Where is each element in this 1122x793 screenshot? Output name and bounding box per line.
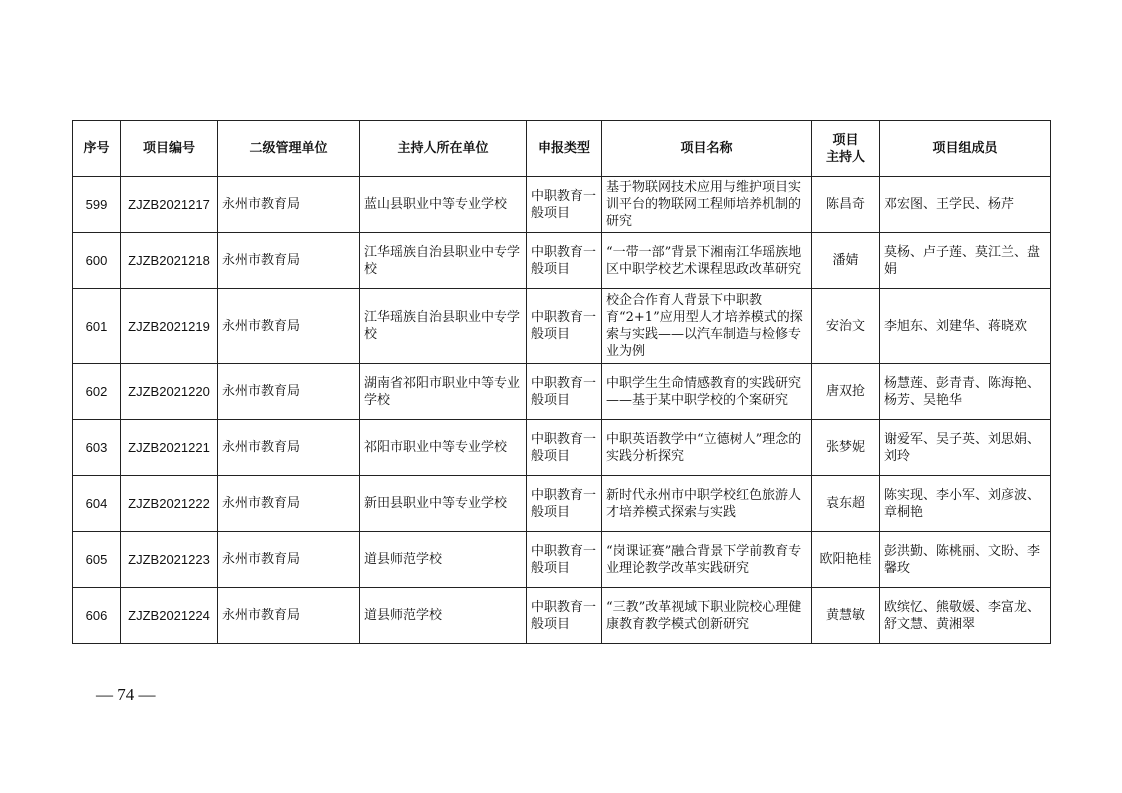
cell-name: “岗课证赛”融合背景下学前教育专业理论教学改革实践研究 — [602, 532, 812, 588]
cell-name: 中职学生生命情感教育的实践研究——基于某中职学校的个案研究 — [602, 364, 812, 420]
cell-leader: 张梦妮 — [812, 420, 880, 476]
table-row — [73, 420, 1051, 476]
table-row — [73, 233, 1051, 289]
header-type: 申报类型 — [527, 121, 602, 177]
cell-leader: 袁东超 — [812, 476, 880, 532]
page-number: — 74 — — [96, 685, 156, 704]
cell-code: ZJZB2021224 — [121, 588, 218, 644]
cell-members: 谢爱军、吴子英、刘思娟、刘玲 — [880, 420, 1051, 476]
cell-members: 杨慧莲、彭青青、陈海艳、杨芳、吴艳华 — [880, 364, 1051, 420]
cell-mgmt: 永州市教育局 — [218, 532, 360, 588]
cell-type: 中职教育一般项目 — [527, 588, 602, 644]
cell-type: 中职教育一般项目 — [527, 420, 602, 476]
cell-code: ZJZB2021219 — [121, 289, 218, 364]
cell-mgmt: 永州市教育局 — [218, 588, 360, 644]
cell-unit: 祁阳市职业中等专业学校 — [360, 420, 527, 476]
cell-type: 中职教育一般项目 — [527, 476, 602, 532]
cell-seq: 603 — [73, 420, 121, 476]
cell-mgmt: 永州市教育局 — [218, 420, 360, 476]
cell-unit: 道县师范学校 — [360, 532, 527, 588]
cell-seq: 601 — [73, 289, 121, 364]
table-row — [73, 364, 1051, 420]
cell-unit: 蓝山县职业中等专业学校 — [360, 177, 527, 233]
table-row — [73, 476, 1051, 532]
cell-seq: 606 — [73, 588, 121, 644]
cell-seq: 604 — [73, 476, 121, 532]
header-leader: 项目 主持人 — [812, 121, 880, 177]
cell-members: 彭洪勤、陈桃丽、文盼、李馨玫 — [880, 532, 1051, 588]
cell-name: 中职英语教学中“立德树人”理念的实践分析探究 — [602, 420, 812, 476]
cell-name: 校企合作育人背景下中职教育“2+1”应用型人才培养模式的探索与实践——以汽车制造与检修专业为例 — [602, 289, 812, 364]
cell-members: 欧缤忆、熊敬媛、李富龙、舒文慧、黄湘翠 — [880, 588, 1051, 644]
cell-leader: 欧阳艳桂 — [812, 532, 880, 588]
cell-members: 李旭东、刘建华、蒋晓欢 — [880, 289, 1051, 364]
cell-unit: 湖南省祁阳市职业中等专业学校 — [360, 364, 527, 420]
cell-unit: 道县师范学校 — [360, 588, 527, 644]
cell-mgmt: 永州市教育局 — [218, 476, 360, 532]
cell-members: 莫杨、卢子莲、莫江兰、盘娟 — [880, 233, 1051, 289]
project-table — [72, 120, 1051, 644]
cell-leader: 潘婧 — [812, 233, 880, 289]
header-name: 项目名称 — [602, 121, 812, 177]
cell-code: ZJZB2021217 — [121, 177, 218, 233]
cell-members: 陈实现、李小军、刘彦波、章桐艳 — [880, 476, 1051, 532]
cell-type: 中职教育一般项目 — [527, 532, 602, 588]
cell-name: 新时代永州市中职学校红色旅游人才培养模式探索与实践 — [602, 476, 812, 532]
cell-code: ZJZB2021220 — [121, 364, 218, 420]
cell-leader: 黄慧敏 — [812, 588, 880, 644]
cell-name: “一带一部”背景下湘南江华瑶族地区中职学校艺术课程思政改革研究 — [602, 233, 812, 289]
cell-seq: 600 — [73, 233, 121, 289]
header-code: 项目编号 — [121, 121, 218, 177]
cell-seq: 599 — [73, 177, 121, 233]
cell-unit: 新田县职业中等专业学校 — [360, 476, 527, 532]
cell-members: 邓宏图、王学民、杨芹 — [880, 177, 1051, 233]
cell-code: ZJZB2021218 — [121, 233, 218, 289]
cell-type: 中职教育一般项目 — [527, 364, 602, 420]
table-row — [73, 588, 1051, 644]
cell-name: “三教”改革视域下职业院校心理健康教育教学模式创新研究 — [602, 588, 812, 644]
cell-seq: 602 — [73, 364, 121, 420]
table-row — [73, 289, 1051, 364]
cell-mgmt: 永州市教育局 — [218, 233, 360, 289]
cell-type: 中职教育一般项目 — [527, 289, 602, 364]
cell-unit: 江华瑶族自治县职业中专学校 — [360, 233, 527, 289]
cell-code: ZJZB2021223 — [121, 532, 218, 588]
cell-type: 中职教育一般项目 — [527, 233, 602, 289]
cell-leader: 陈昌奇 — [812, 177, 880, 233]
table-row — [73, 177, 1051, 233]
cell-type: 中职教育一般项目 — [527, 177, 602, 233]
cell-seq: 605 — [73, 532, 121, 588]
cell-leader: 唐双抢 — [812, 364, 880, 420]
cell-mgmt: 永州市教育局 — [218, 289, 360, 364]
cell-code: ZJZB2021222 — [121, 476, 218, 532]
cell-leader: 安治文 — [812, 289, 880, 364]
cell-code: ZJZB2021221 — [121, 420, 218, 476]
header-mgmt: 二级管理单位 — [218, 121, 360, 177]
table-header-row — [73, 121, 1051, 177]
cell-unit: 江华瑶族自治县职业中专学校 — [360, 289, 527, 364]
cell-name: 基于物联网技术应用与维护项目实训平台的物联网工程师培养机制的研究 — [602, 177, 812, 233]
table-row — [73, 532, 1051, 588]
cell-mgmt: 永州市教育局 — [218, 177, 360, 233]
cell-mgmt: 永州市教育局 — [218, 364, 360, 420]
header-seq: 序号 — [73, 121, 121, 177]
header-members: 项目组成员 — [880, 121, 1051, 177]
header-unit: 主持人所在单位 — [360, 121, 527, 177]
